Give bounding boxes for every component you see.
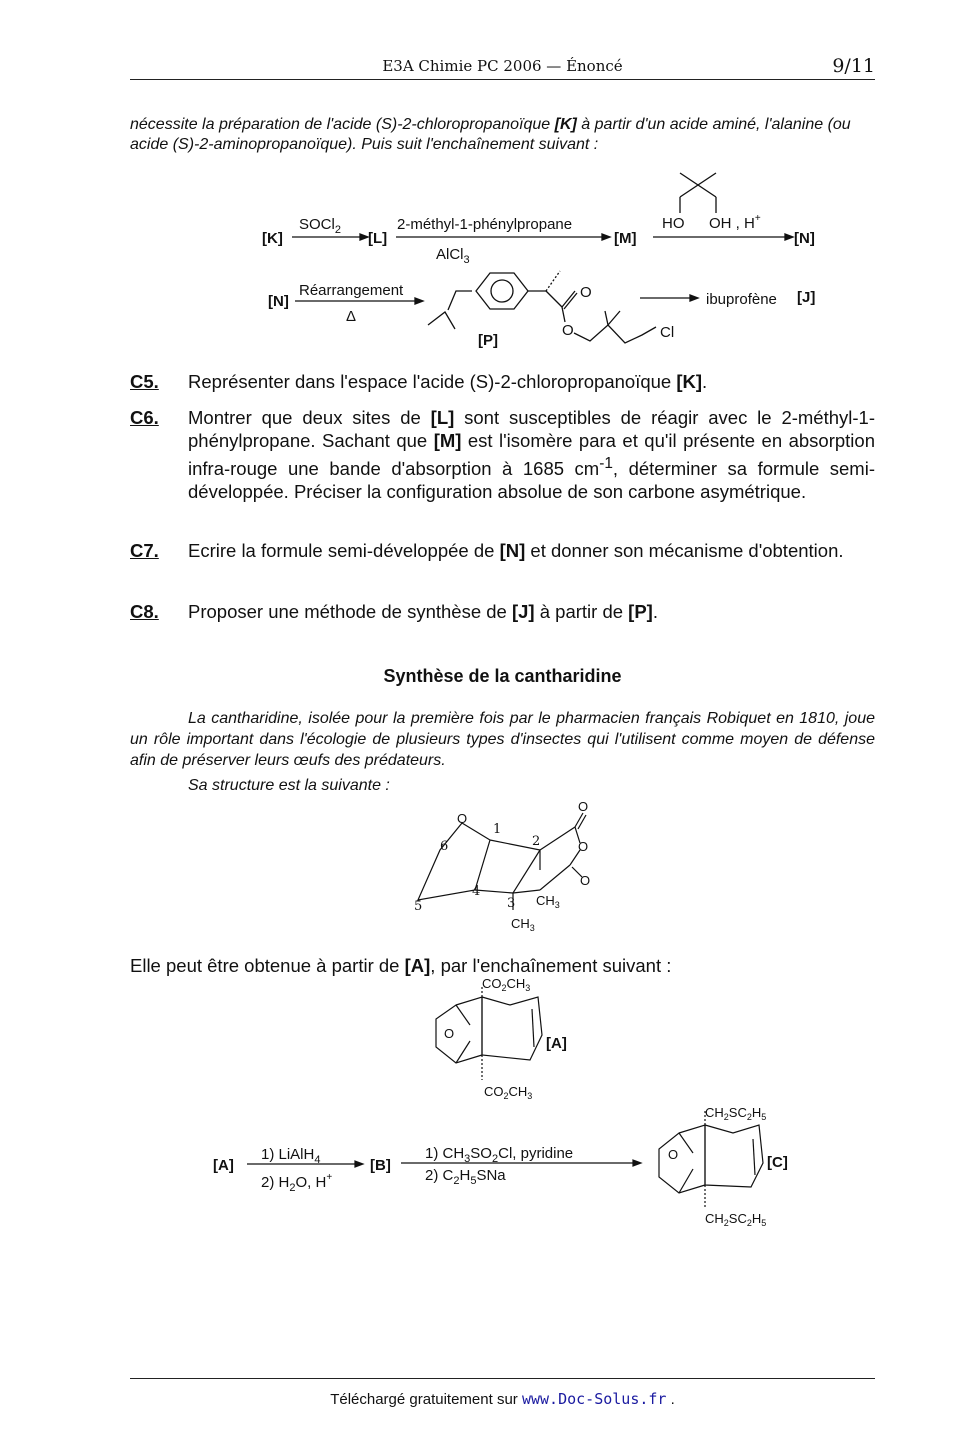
svg-text:CO2CH3: $CO_2CH_3$	[482, 976, 531, 993]
svg-text:1) CH3SO2Cl, pyridine: 1) $CH_3SO_2Cl$, pyridine	[425, 1145, 574, 1165]
page-number: 9/11	[832, 55, 875, 77]
question-c8: C8. Proposer une méthode de synthèse de [J] à partir de [P].	[130, 601, 658, 622]
svg-text:2: 2	[532, 834, 541, 849]
svg-text:CH2SC2H5: $CH_2SC_2H_5$	[705, 1105, 767, 1122]
svg-text:Δ: Δ	[346, 308, 357, 325]
cantharidine-structure	[400, 795, 620, 935]
label-m: [M]	[614, 230, 637, 247]
svg-text:AlCl3: AlCl$_3$	[436, 246, 470, 266]
page-header	[130, 55, 875, 80]
svg-text:O: O	[562, 322, 574, 339]
reaction-scheme-ibuprofen	[250, 165, 850, 360]
page-footer: Téléchargé gratuitement sur www.Doc-Solus.fr .	[330, 1390, 675, 1408]
svg-text:4: 4	[472, 884, 481, 899]
reagent-methylphenylpropane: 2-méthyl-1-phénylpropane	[397, 216, 573, 233]
question-c6: C6. Montrer que deux sites de [L] sont susceptibles de réagir avec le 2-méthyl-1-phénylpropane. Sachant que [M] est l'isomère para et qu'il présente en absorption infra-rouge une bande d'absorption à 1685 $cm^{-1}$, déterminer sa formule semi-développée. Préciser la configuration absolue de son carbone asymétrique.	[130, 407, 875, 503]
intro-paragraph: nécessite la préparation de l'acide (S)-2-chloropropanoïque [K] à partir d'un acide aminé, l'alanine (ou acide (S)-2-aminopropanoïque). Puis suit l'enchaînement suivant :	[130, 116, 851, 153]
svg-text:HO: HO	[662, 215, 685, 232]
ref-k: [K]	[554, 116, 577, 133]
label-n: [N]	[794, 230, 815, 247]
question-c5: C5. Représenter dans l'espace l'acide (S)-2-chloropropanoïque [K].	[130, 371, 708, 392]
header-title: E3A Chimie PC 2006 — Énoncé	[382, 57, 623, 75]
svg-text:O: O	[668, 1147, 679, 1162]
label-b: [B]	[370, 1157, 391, 1174]
svg-text:3: 3	[507, 896, 516, 911]
footer-rule	[130, 1378, 875, 1379]
svg-text:O: O	[578, 799, 589, 814]
svg-text:[N]: [N]	[268, 293, 289, 310]
rearrangement-label: Réarrangement	[299, 282, 404, 299]
compound-a-structure	[420, 975, 620, 1105]
structure-intro: Sa structure est la suivante :	[188, 777, 390, 794]
label-a2: [A]	[213, 1157, 234, 1174]
reaction-scheme-cantharidine	[205, 1095, 825, 1235]
section-title: Synthèse de la cantharidine	[383, 666, 622, 686]
question-c7: C7. Ecrire la formule semi-développée de [N] et donner son mécanisme d'obtention.	[130, 540, 844, 561]
svg-text:O: O	[578, 839, 589, 854]
label-c: [C]	[767, 1154, 788, 1171]
label-j: [J]	[797, 289, 816, 306]
svg-text:Cl: Cl	[660, 324, 675, 341]
svg-text:CH2SC2H5: $CH_2SC_2H_5$	[705, 1211, 767, 1228]
svg-text:6: 6	[440, 839, 449, 854]
svg-text:CO2CH3: $CO_2CH_3$	[484, 1084, 533, 1101]
svg-text:5: 5	[414, 899, 423, 914]
svg-text:O: O	[580, 873, 591, 888]
label-l: [L]	[368, 230, 388, 247]
svg-text:O: O	[444, 1026, 455, 1041]
benzene-ring	[476, 273, 528, 309]
doc-solus-link[interactable]: www.Doc-Solus.fr	[521, 1390, 667, 1408]
svg-text:1: 1	[493, 822, 502, 837]
svg-text:OH , H+: OH , H+	[709, 213, 761, 232]
svg-text:1) LiAlH4: 1) LiAlH$_4$	[261, 1146, 321, 1166]
svg-text:CH3: $CH_3$	[536, 893, 560, 910]
svg-text:O: O	[457, 811, 468, 826]
label-p: [P]	[478, 332, 498, 349]
label-k: [K]	[262, 230, 283, 247]
product-ibuprofene: ibuprofène	[706, 291, 777, 308]
svg-text:2) C2H5SNa: 2) $C_2H_5SNa$	[425, 1167, 506, 1187]
svg-text:SOCl2: SOCl$_2$	[299, 216, 341, 236]
svg-text:2) H2O, H+: 2) $H_2O$, H+	[261, 1172, 333, 1194]
obtention-sentence: Elle peut être obtenue à partir de [A], par l'enchaînement suivant :	[130, 955, 672, 976]
cantharidine-intro: La cantharidine, isolée pour la première fois par le pharmacien français Robiquet en 1810, joue un rôle important dans l'écologie de plusieurs types d'insectes qui l'utilisent comme moyen de défense afin de préserver leurs œufs des prédateurs.	[130, 710, 875, 769]
label-a: [A]	[546, 1035, 567, 1052]
svg-text:O: O	[580, 284, 592, 301]
svg-text:CH3: $CH_3$	[511, 916, 535, 933]
